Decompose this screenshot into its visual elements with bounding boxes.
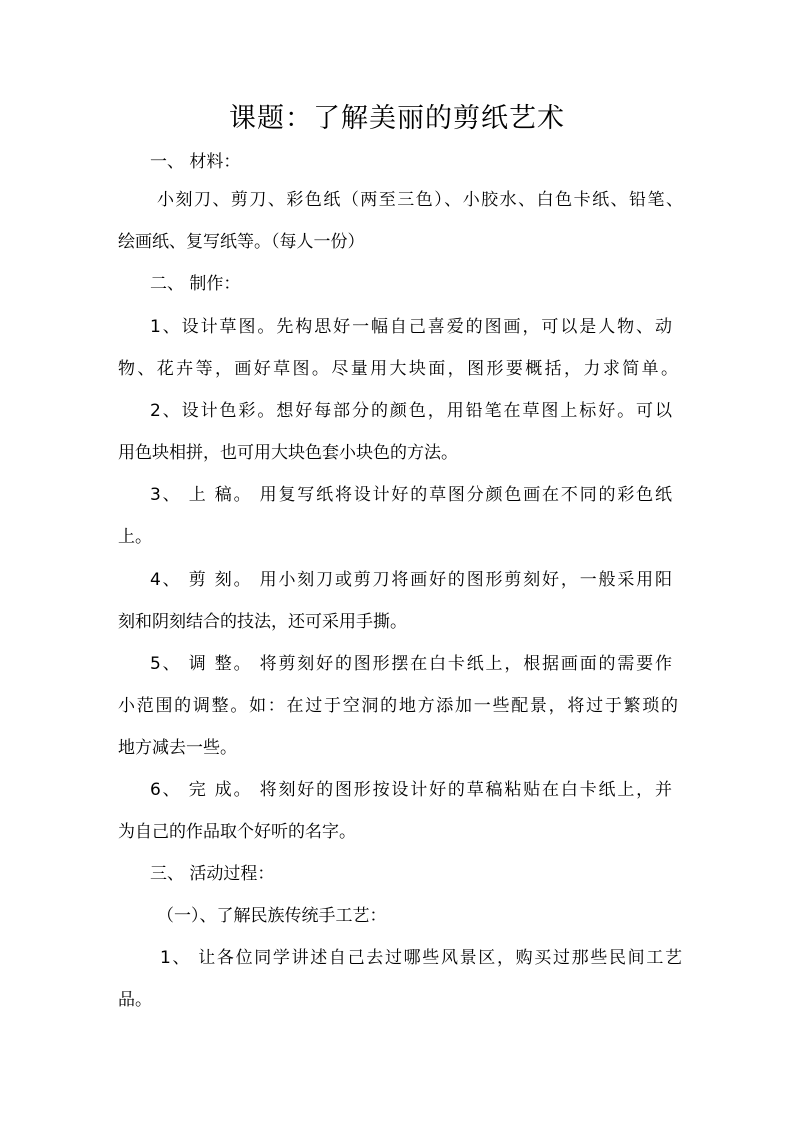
paragraph-line: 6、 完 成。 将刻好的图形按设计好的草稿粘贴在白卡纸上，并 bbox=[150, 780, 672, 800]
section-heading-making: 二、 制作： bbox=[150, 274, 241, 294]
paragraph-line: 绘画纸、复写纸等。（每人一份） bbox=[118, 232, 365, 252]
subsection-heading: （一）、了解民族传统手工艺： bbox=[157, 906, 387, 926]
paragraph-line: 小范围的调整。如：在过于空洞的地方添加一些配景，将过于繁琐的 bbox=[118, 696, 678, 716]
document-title: 课题：了解美丽的剪纸艺术 bbox=[229, 103, 565, 134]
paragraph-line: 小刻刀、剪刀、彩色纸（两至三色）、小胶水、白色卡纸、铅笔、 bbox=[157, 190, 683, 210]
paragraph-line: 物、花卉等，画好草图。尽量用大块面，图形要概括，力求简单。 bbox=[118, 359, 678, 379]
paragraph-line: 1、设计草图。先构思好一幅自己喜爱的图画，可以是人物、动 bbox=[150, 317, 672, 337]
paragraph-line: 3、 上 稿。 用复写纸将设计好的草图分颜色画在不同的彩色纸 bbox=[150, 485, 672, 505]
paragraph-line: 为自己的作品取个好听的名字。 bbox=[118, 822, 356, 842]
section-heading-materials: 一、 材料： bbox=[150, 152, 241, 172]
paragraph-line: 5、 调 整。 将剪刻好的图形摆在白卡纸上，根据画面的需要作 bbox=[150, 654, 672, 674]
paragraph-line: 4、 剪 刻。 用小刻刀或剪刀将画好的图形剪刻好，一般采用阳 bbox=[150, 570, 672, 590]
paragraph-line: 地方减去一些。 bbox=[118, 738, 237, 758]
section-heading-activity: 三、 活动过程： bbox=[150, 864, 275, 884]
paragraph-line: 刻和阴刻结合的技法，还可采用手撕。 bbox=[118, 612, 407, 632]
paragraph-line: 1、 让各位同学讲述自己去过哪些风景区，购买过那些民间工艺 bbox=[160, 948, 682, 968]
paragraph-line: 品。 bbox=[118, 990, 152, 1010]
paragraph-line: 用色块相拼，也可用大块色套小块色的方法。 bbox=[118, 443, 458, 463]
paragraph-line: 上。 bbox=[118, 527, 152, 547]
paragraph-line: 2、设计色彩。想好每部分的颜色，用铅笔在草图上标好。可以 bbox=[150, 401, 672, 421]
